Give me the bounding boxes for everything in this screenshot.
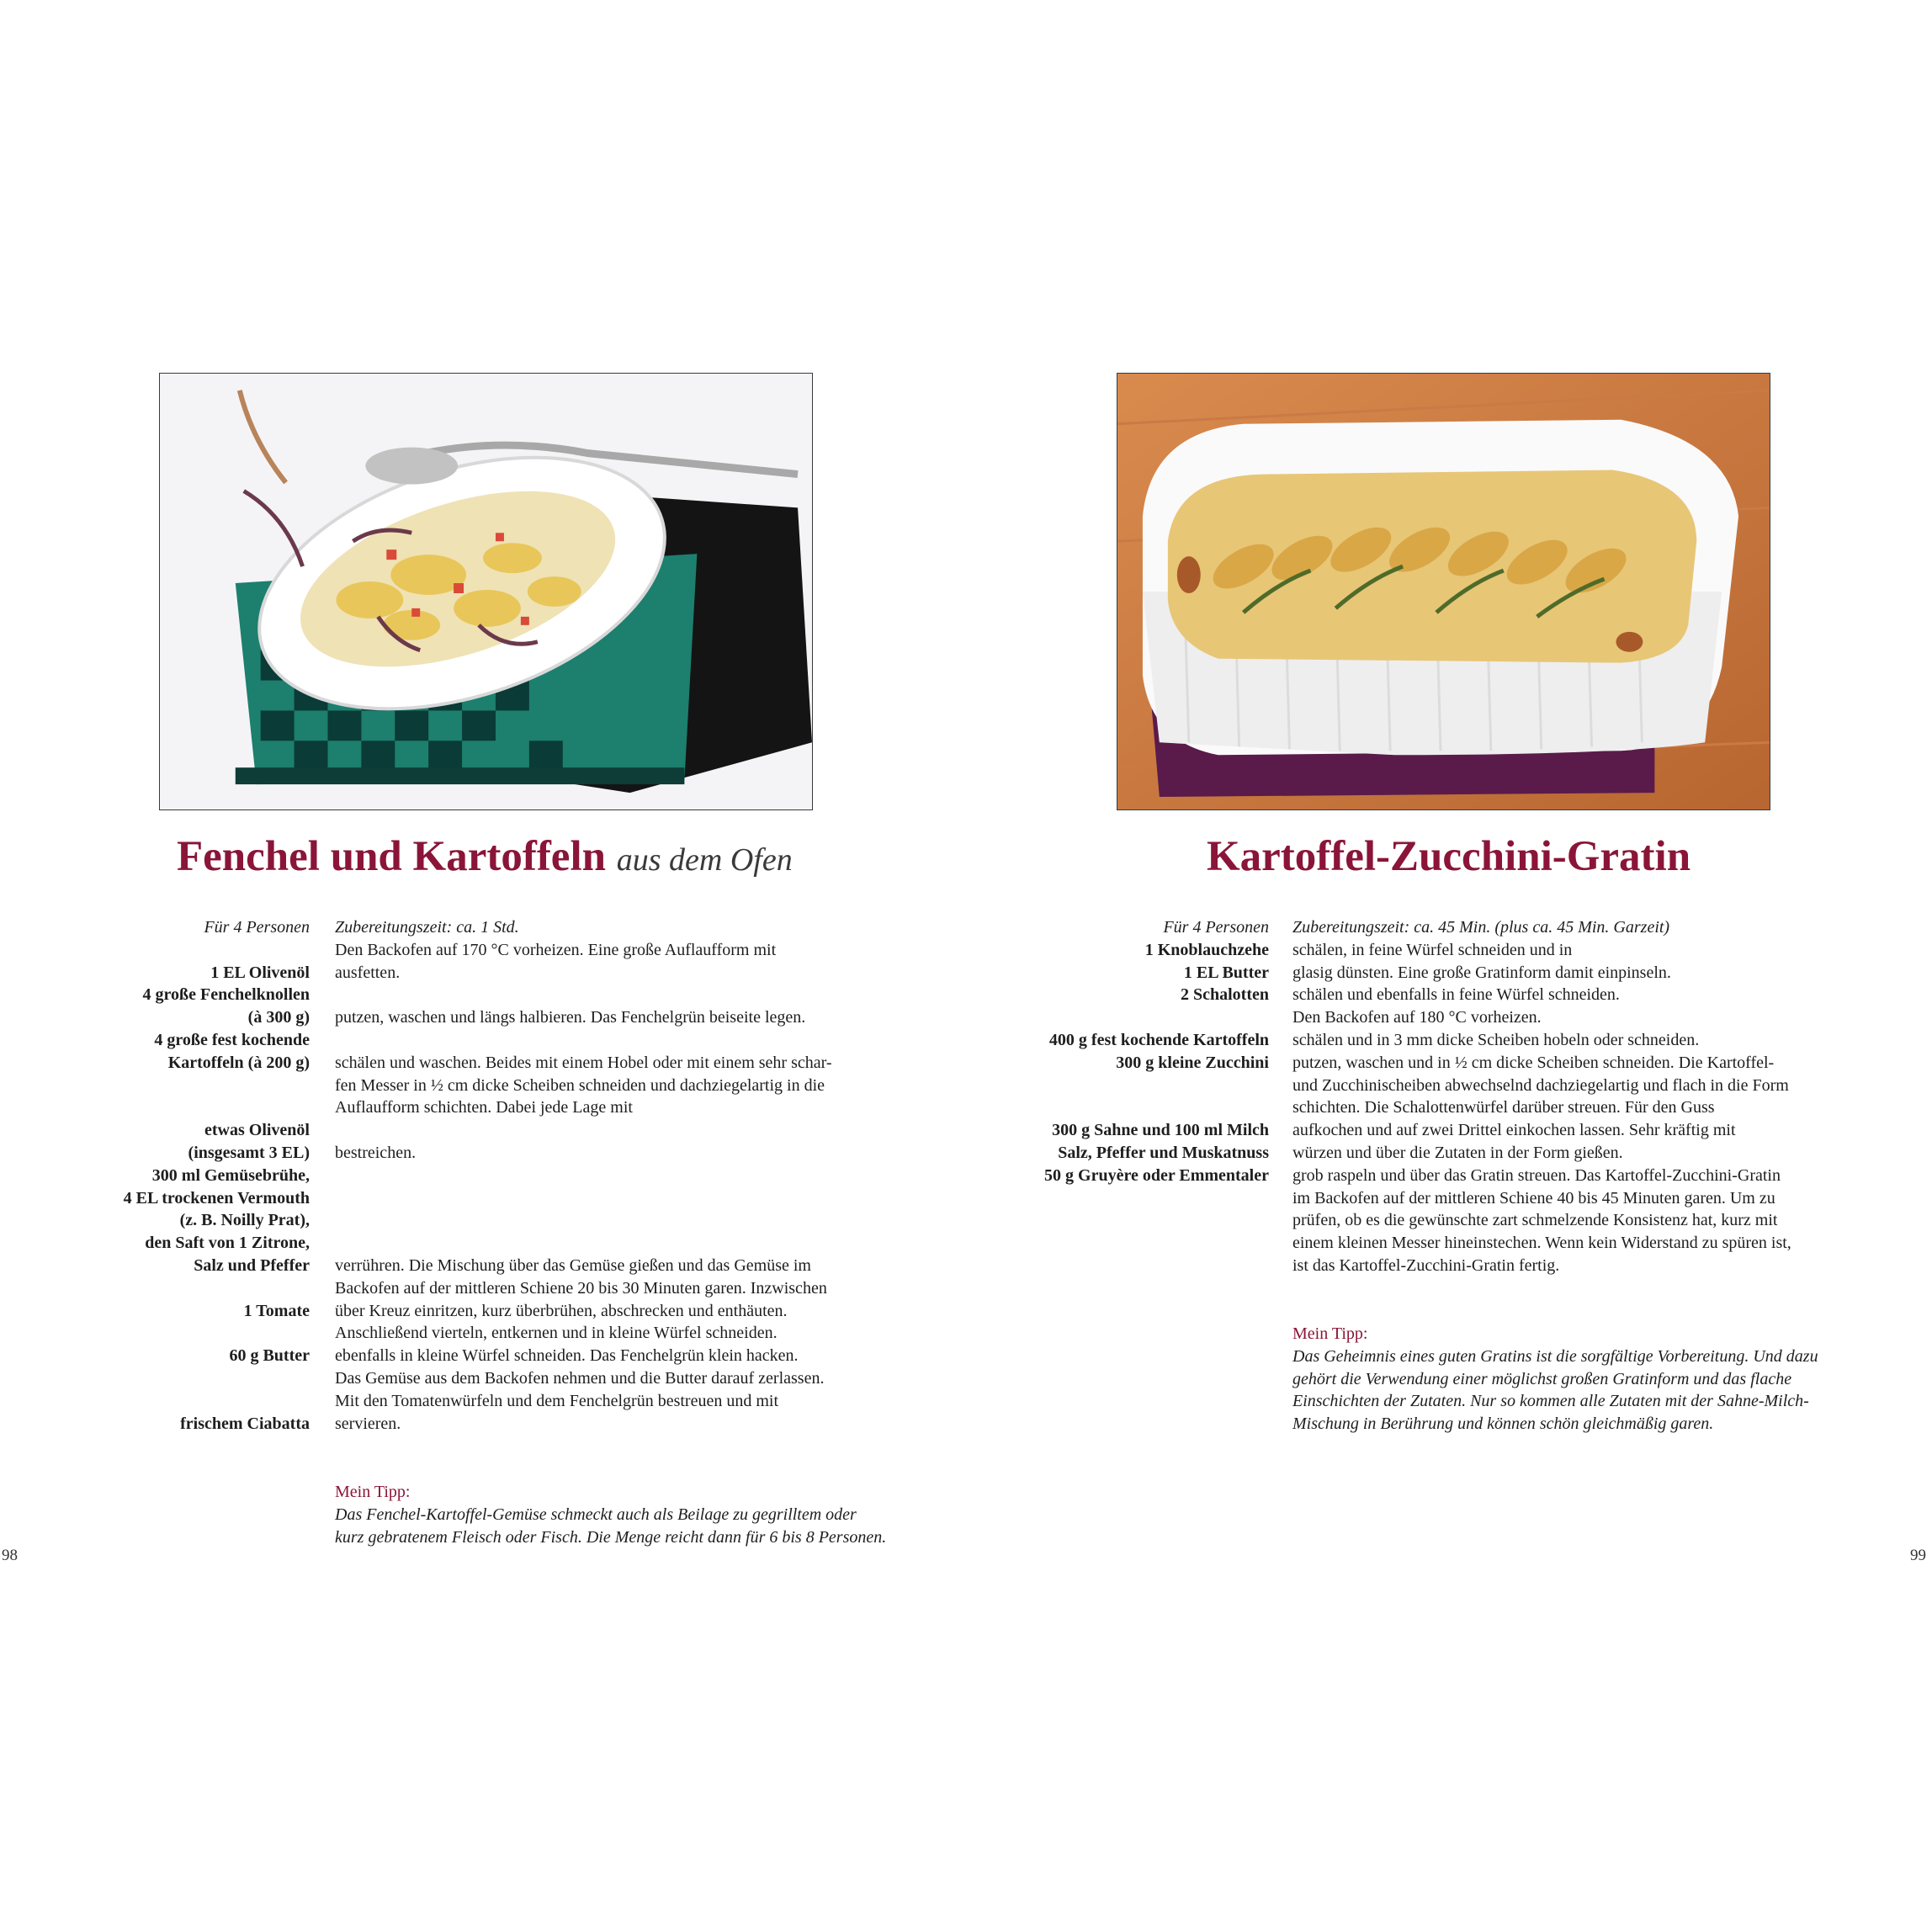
instruction	[335, 1029, 339, 1052]
instruction	[335, 1165, 339, 1187]
recipe-row	[93, 1255, 832, 1277]
ingredient: frischem Ciabatta	[180, 1414, 310, 1433]
title-suffix: aus dem Ofen	[616, 842, 793, 878]
recipe-row	[93, 1142, 832, 1165]
instruction: würzen und über die Zutaten in der Form gießen.	[1292, 1143, 1623, 1162]
ingredient	[93, 1390, 310, 1413]
tip-box-gratin	[1292, 1323, 1818, 1436]
ingredient	[1018, 1075, 1269, 1097]
instruction: aufkochen und auf zwei Drittel einkochen lassen. Sehr kräftig mit	[1292, 1121, 1736, 1140]
recipe-row	[93, 1390, 832, 1413]
ingredient: Salz, Pfeffer und Muskatnuss	[1058, 1143, 1269, 1162]
recipe-row	[1018, 984, 1791, 1006]
tip-line: Das Geheimnis eines guten Gratins ist die sorgfältige Vorbereitung. Und dazu	[1292, 1346, 1818, 1366]
instruction: bestreichen.	[335, 1143, 417, 1162]
instruction: Anschließend vierteln, entkernen und in kleine Würfel schneiden.	[335, 1324, 778, 1343]
ingredient	[93, 1075, 310, 1097]
instruction: verrühren. Die Mischung über das Gemüse gießen und das Gemüse im	[335, 1255, 811, 1275]
instruction: Mit den Tomatenwürfeln und dem Fenchelgrün bestreuen und mit	[335, 1391, 779, 1410]
tip-line: Einschichten der Zutaten. Nur so kommen alle Zutaten mit der Sahne-Milch-	[1292, 1392, 1809, 1411]
servings-label: Für 4 Personen	[1163, 918, 1269, 937]
recipe-row	[93, 1413, 832, 1436]
instruction: Auflaufform schichten. Dabei jede Lage mit	[335, 1098, 633, 1117]
recipe-row	[1018, 1255, 1791, 1277]
instruction	[335, 1119, 339, 1142]
tip-line: Mischung in Berührung und können schön gleichmäßig garen.	[1292, 1414, 1714, 1434]
tip-line: kurz gebratenem Fleisch oder Fisch. Die Menge reicht dann für 6 bis 8 Personen.	[335, 1527, 887, 1547]
ingredient	[1018, 1232, 1269, 1255]
recipe-row	[1018, 1096, 1791, 1119]
ingredient: 4 große Fenchelknollen	[142, 985, 310, 1005]
recipe-row	[93, 1345, 832, 1367]
ingredient	[93, 939, 310, 962]
ingredient: 1 Knoblauchzehe	[1144, 940, 1269, 959]
ingredient: 1 EL Butter	[1183, 963, 1269, 982]
instruction: ausfetten.	[335, 963, 401, 982]
ingredient: Kartoffeln (à 200 g)	[167, 1053, 310, 1072]
ingredient: (insgesamt 3 EL)	[188, 1143, 310, 1162]
recipe-row	[93, 939, 832, 962]
instruction	[335, 1187, 339, 1210]
instruction: servieren.	[335, 1414, 401, 1433]
recipe-row	[93, 962, 832, 985]
instruction: schälen und waschen. Beides mit einem Hobel oder mit einem sehr schar-	[335, 1053, 832, 1072]
ingredient: 300 ml Gemüsebrühe,	[151, 1165, 310, 1185]
ingredient: den Saft von 1 Zitrone,	[145, 1234, 310, 1253]
fennel-dish-photo	[159, 373, 813, 810]
recipe-row	[93, 1300, 832, 1323]
tip-heading: Mein Tipp:	[335, 1483, 411, 1501]
ingredient: 1 EL Olivenöl	[210, 963, 310, 982]
gratin-dish-photo	[1117, 373, 1770, 810]
instruction: schichten. Die Schalottenwürfel darüber streuen. Für den Guss	[1292, 1098, 1715, 1117]
recipe-row	[1018, 1075, 1791, 1097]
recipe-row	[93, 1006, 832, 1029]
ingredient: 2 Schalotten	[1181, 985, 1269, 1005]
ingredient	[1018, 1187, 1269, 1210]
recipe-row	[93, 1052, 832, 1075]
recipe-row	[93, 1187, 832, 1210]
recipe-row	[1018, 1142, 1791, 1165]
ingredient	[93, 1367, 310, 1390]
tip-box-fenchel	[335, 1481, 886, 1548]
tip-line: gehört die Verwendung einer möglichst großen Gratinform und das flache	[1292, 1369, 1792, 1388]
ingredient: 300 g kleine Zucchini	[1116, 1053, 1269, 1072]
recipe-row	[1018, 1165, 1791, 1187]
instruction: schälen, in feine Würfel schneiden und in	[1292, 940, 1573, 959]
recipe-title-fenchel	[177, 831, 1018, 883]
instruction: im Backofen auf der mittleren Schiene 40 bis 45 Minuten garen. Um zu	[1292, 1188, 1775, 1208]
ingredient: (z. B. Noilly Prat),	[179, 1211, 310, 1230]
recipe-row	[1018, 1232, 1791, 1255]
instruction: einem kleinen Messer hineinstechen. Wenn kein Widerstand zu spüren ist,	[1292, 1234, 1791, 1253]
tip-heading: Mein Tipp:	[1292, 1324, 1368, 1343]
recipe-row	[1018, 962, 1791, 985]
ingredient	[1018, 1006, 1269, 1029]
ingredient	[1018, 1209, 1269, 1232]
instruction: schälen und ebenfalls in feine Würfel schneiden.	[1292, 985, 1620, 1005]
recipe-row	[1018, 939, 1791, 962]
prep-time: Zubereitungszeit: ca. 1 Std.	[335, 918, 519, 937]
recipe-row	[93, 916, 832, 939]
instruction: putzen, waschen und in ½ cm dicke Scheiben schneiden. Die Kartoffel-	[1292, 1053, 1775, 1072]
instruction: über Kreuz einritzen, kurz überbrühen, abschrecken und enthäuten.	[335, 1301, 788, 1320]
ingredient: etwas Olivenöl	[204, 1121, 310, 1140]
instruction	[335, 1209, 339, 1232]
ingredient	[1018, 1255, 1269, 1277]
instruction: putzen, waschen und längs halbieren. Das Fenchelgrün beiseite legen.	[335, 1008, 806, 1027]
instruction: prüfen, ob es die gewünschte zart schmelzende Konsistenz hat, kurz mit	[1292, 1211, 1778, 1230]
instruction: Den Backofen auf 170 °C vorheizen. Eine große Auflaufform mit	[335, 940, 777, 959]
instruction: glasig dünsten. Eine große Gratinform damit einpinseln.	[1292, 963, 1671, 982]
recipe-body-gratin	[1018, 916, 1791, 1277]
instruction: Das Gemüse aus dem Backofen nehmen und die Butter darauf zerlassen.	[335, 1368, 825, 1388]
ingredient: 50 g Gruyère oder Emmentaler	[1044, 1165, 1269, 1185]
ingredient: 300 g Sahne und 100 ml Milch	[1052, 1121, 1269, 1140]
ingredient: 1 Tomate	[243, 1301, 310, 1320]
tip-line: Das Fenchel-Kartoffel-Gemüse schmeckt auch als Beilage zu gegrilltem oder	[335, 1505, 857, 1524]
recipe-row	[93, 1209, 832, 1232]
ingredient	[93, 1096, 310, 1119]
title-main: Fenchel und Kartoffeln	[177, 833, 606, 880]
recipe-row	[93, 1165, 832, 1187]
recipe-title-gratin: Kartoffel-Zucchini-Gratin	[1207, 833, 1691, 880]
recipe-row	[93, 1029, 832, 1052]
recipe-row	[93, 1322, 832, 1345]
recipe-row	[93, 1232, 832, 1255]
ingredient	[93, 1322, 310, 1345]
ingredient: 4 EL trockenen Vermouth	[123, 1188, 310, 1208]
instruction: Backofen auf der mittleren Schiene 20 bis 30 Minuten garen. Inzwischen	[335, 1278, 827, 1298]
instruction: fen Messer in ½ cm dicke Scheiben schneiden und dachziegelartig in die	[335, 1075, 825, 1095]
instruction: und Zucchinischeiben abwechselnd dachziegelartig und flach in die Form	[1292, 1075, 1789, 1095]
prep-time: Zubereitungszeit: ca. 45 Min. (plus ca. 45 Min. Garzeit)	[1292, 918, 1670, 937]
instruction: grob raspeln und über das Gratin streuen. Das Kartoffel-Zucchini-Gratin	[1292, 1165, 1781, 1185]
instruction	[335, 984, 339, 1006]
recipe-row	[1018, 1187, 1791, 1210]
recipe-row	[1018, 1052, 1791, 1075]
recipe-row	[93, 1277, 832, 1300]
recipe-row	[1018, 1119, 1791, 1142]
recipe-row	[1018, 1209, 1791, 1232]
ingredient: 400 g fest kochende Kartoffeln	[1048, 1030, 1269, 1049]
recipe-row	[1018, 916, 1791, 939]
recipe-body-fenchel	[93, 916, 832, 1435]
ingredient: Salz und Pfeffer	[194, 1255, 310, 1275]
recipe-row	[93, 984, 832, 1006]
instruction	[335, 1232, 339, 1255]
recipe-row	[93, 1367, 832, 1390]
instruction: ist das Kartoffel-Zucchini-Gratin fertig.	[1292, 1255, 1560, 1275]
servings-label: Für 4 Personen	[204, 918, 310, 937]
ingredient: 60 g Butter	[229, 1346, 310, 1366]
ingredient: 4 große fest kochende	[154, 1030, 310, 1049]
ingredient	[93, 1277, 310, 1300]
recipe-row	[1018, 1029, 1791, 1052]
recipe-row	[93, 1075, 832, 1097]
recipe-row	[1018, 1006, 1791, 1029]
recipe-row	[93, 1119, 832, 1142]
page-number-right: 99	[1910, 1547, 1926, 1564]
ingredient	[1018, 1096, 1269, 1119]
instruction: schälen und in 3 mm dicke Scheiben hobeln oder schneiden.	[1292, 1030, 1700, 1049]
recipe-row	[93, 1096, 832, 1119]
instruction: ebenfalls in kleine Würfel schneiden. Das Fenchelgrün klein hacken.	[335, 1346, 799, 1366]
page-number-left: 98	[2, 1547, 18, 1564]
ingredient: (à 300 g)	[247, 1008, 310, 1027]
instruction: Den Backofen auf 180 °C vorheizen.	[1292, 1008, 1542, 1027]
